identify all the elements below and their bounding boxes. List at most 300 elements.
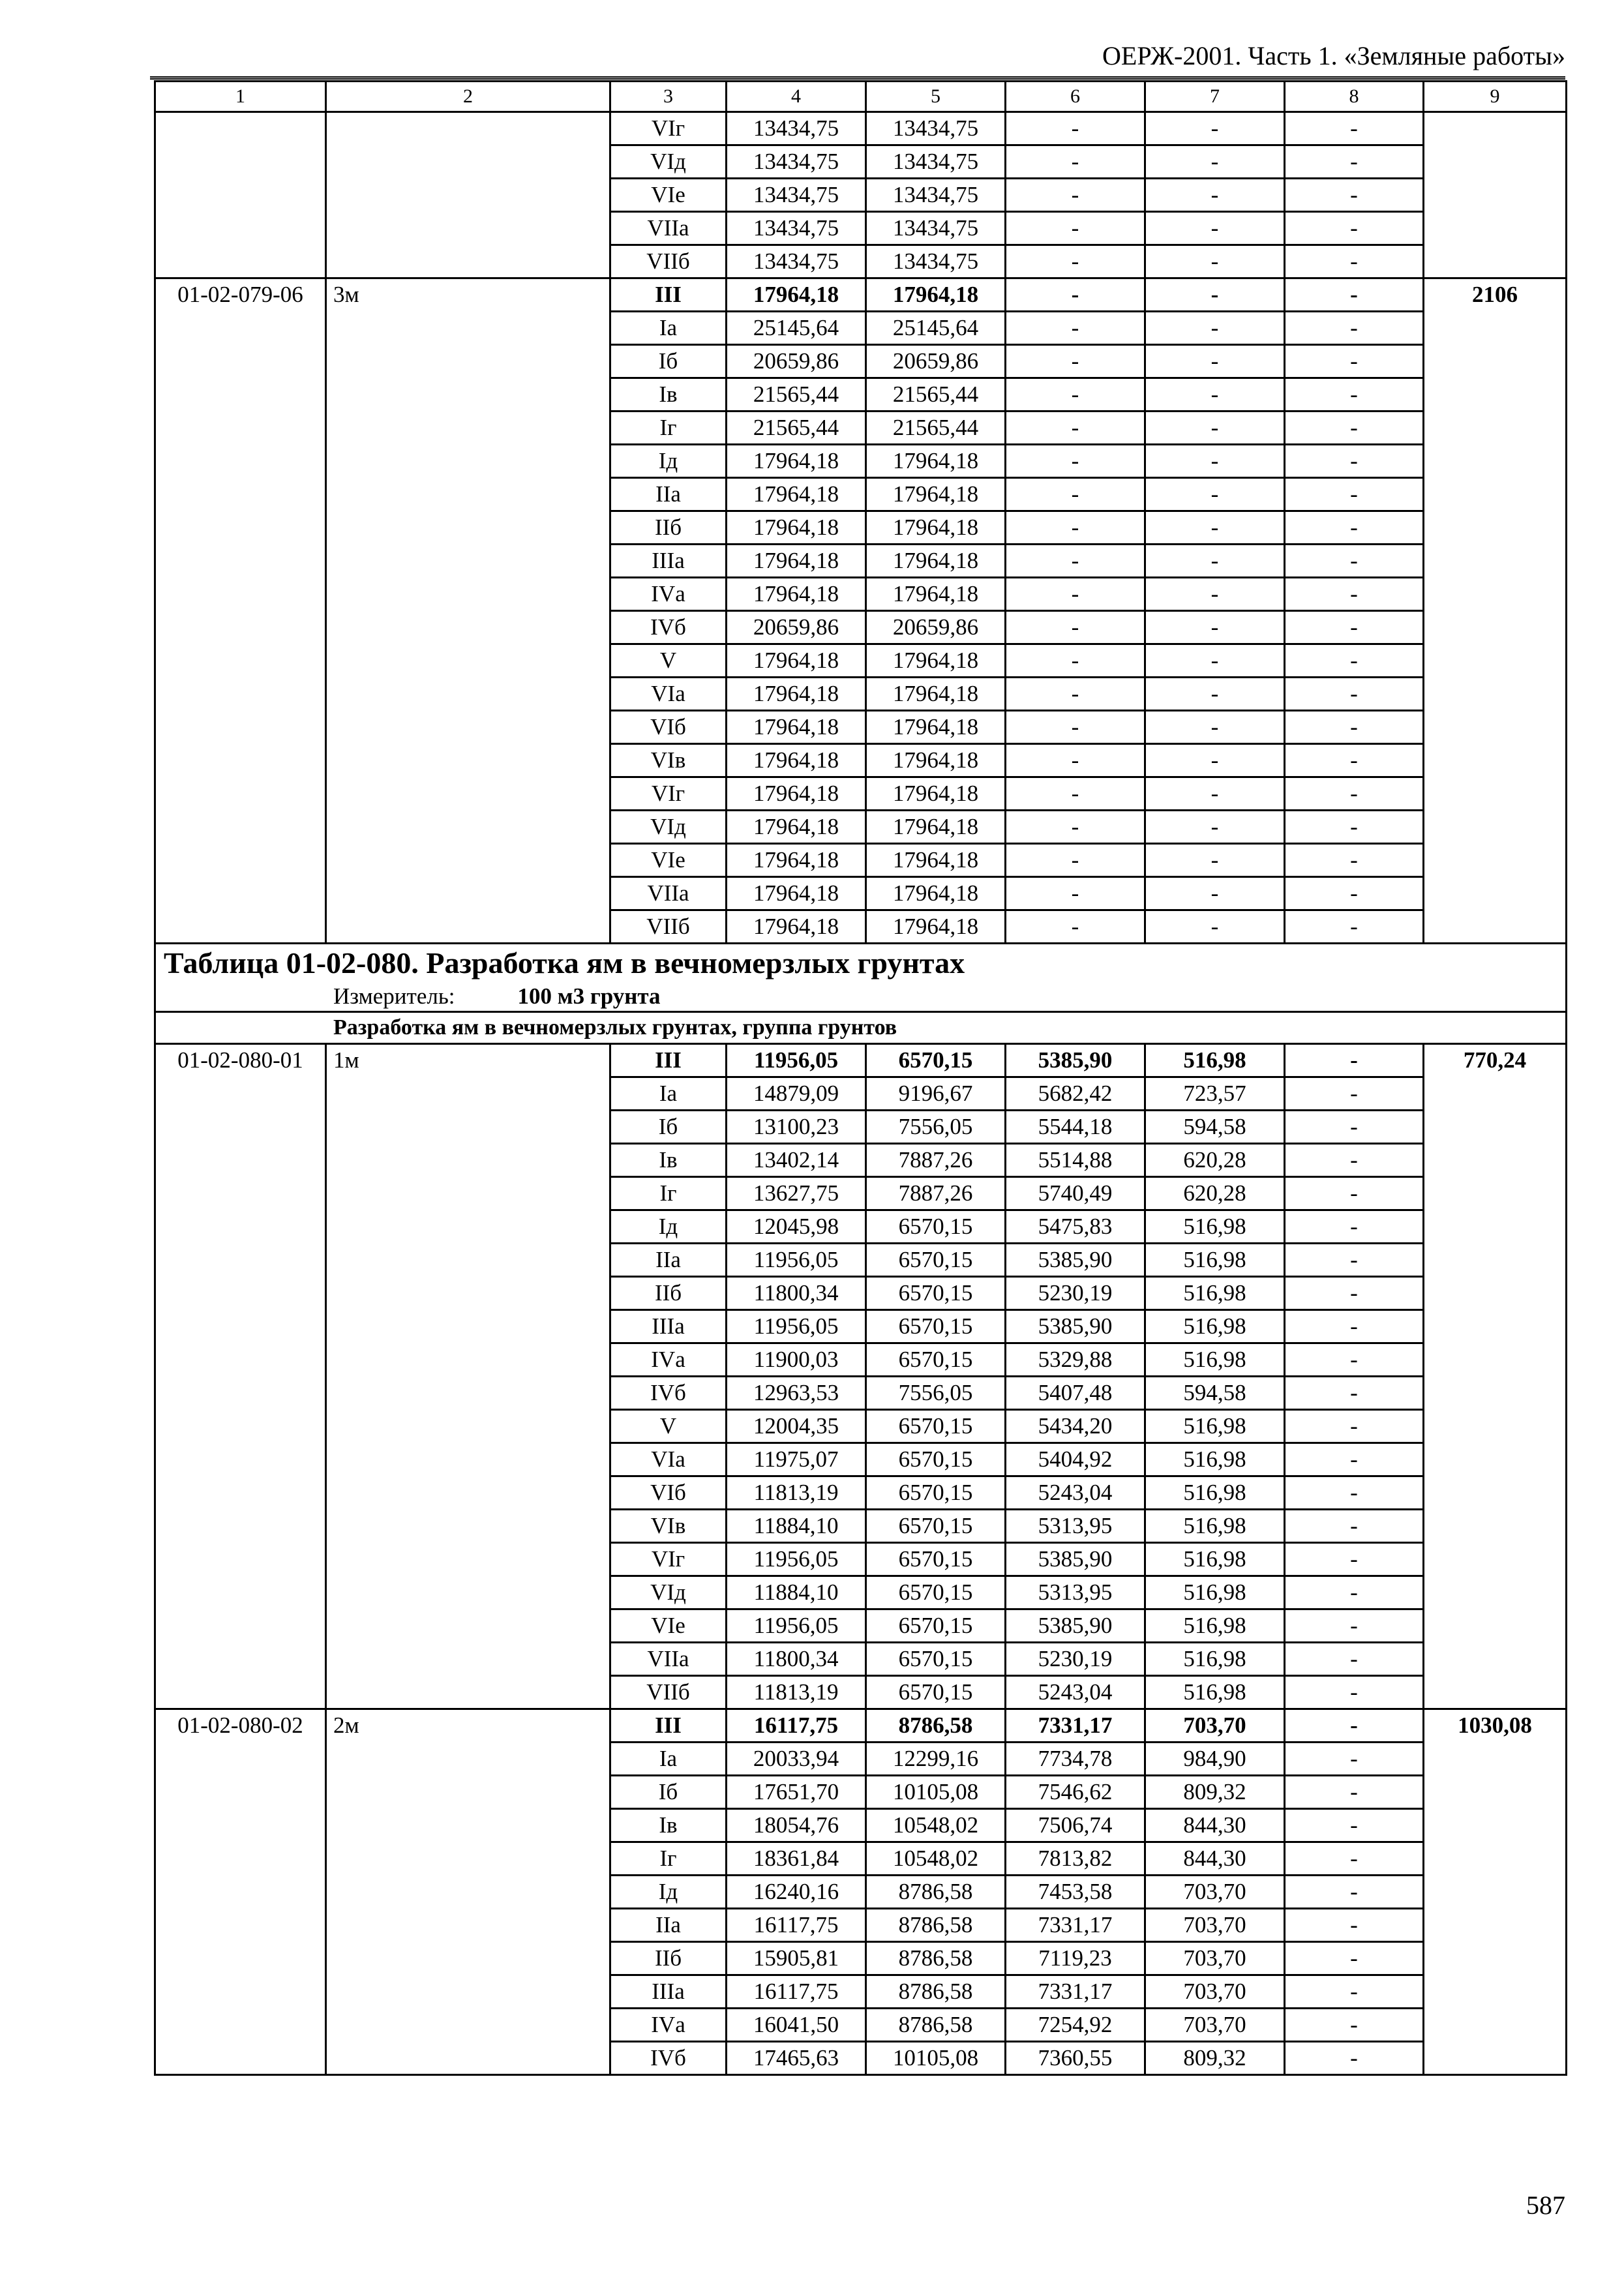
labor-wages: 17964,18 [866,910,1006,944]
soil-group: Iг [610,1177,727,1210]
column-number-row [155,82,1567,112]
direct-costs: 17964,18 [727,844,866,877]
soil-group: VIв [610,744,727,777]
labor-wages: 17964,18 [866,478,1006,511]
materials: - [1285,644,1424,678]
direct-costs: 17964,18 [727,811,866,844]
labor-wages: 8786,58 [866,1876,1006,1909]
labor-wages: 10105,08 [866,1776,1006,1809]
labor-wages: 12299,16 [866,1743,1006,1776]
machinist-wages: - [1145,245,1285,278]
labor-wages: 13434,75 [866,212,1006,245]
machinist-wages: - [1145,179,1285,212]
materials: - [1285,1044,1424,1077]
soil-group: IVб [610,611,727,644]
machinist-wages: 516,98 [1145,1277,1285,1310]
machine-operation: 7254,92 [1006,2009,1145,2042]
machinist-wages: 516,98 [1145,1576,1285,1609]
soil-group: VIе [610,844,727,877]
materials: - [1285,1111,1424,1144]
labor-wages: 21565,44 [866,378,1006,411]
direct-costs: 12963,53 [727,1377,866,1410]
table-row [155,1709,1567,1743]
machine-operation: - [1006,910,1145,944]
labor-wages: 6570,15 [866,1277,1006,1310]
direct-costs: 11800,34 [727,1643,866,1676]
materials: - [1285,1310,1424,1343]
machine-operation: 5434,20 [1006,1410,1145,1443]
soil-group: IIIа [610,545,727,578]
labor-wages: 17964,18 [866,278,1006,312]
direct-costs: 16041,50 [727,2009,866,2042]
materials: - [1285,1144,1424,1177]
machine-operation: - [1006,811,1145,844]
direct-costs: 16240,16 [727,1876,866,1909]
machinist-wages: - [1145,910,1285,944]
labor-wages: 6570,15 [866,1244,1006,1277]
machinist-wages: 844,30 [1145,1809,1285,1842]
labor-wages: 6570,15 [866,1643,1006,1676]
machinist-wages: 844,30 [1145,1842,1285,1876]
soil-group: VIг [610,112,727,145]
machinist-wages: 516,98 [1145,1543,1285,1576]
direct-costs: 17964,18 [727,777,866,811]
column-number: 8 [1285,82,1424,112]
labor-wages: 17964,18 [866,578,1006,611]
machinist-wages: 703,70 [1145,2009,1285,2042]
machine-operation: 5243,04 [1006,1476,1145,1510]
soil-group: Iг [610,1842,727,1876]
materials: - [1285,611,1424,644]
soil-group: VIIа [610,877,727,910]
machine-operation: - [1006,179,1145,212]
soil-group: VIд [610,1576,727,1609]
labor-wages: 6570,15 [866,1476,1006,1510]
machine-operation: - [1006,777,1145,811]
soil-group: Iг [610,411,727,445]
materials: - [1285,1643,1424,1676]
materials: - [1285,744,1424,777]
materials: - [1285,1543,1424,1576]
table-row [155,278,1567,312]
machine-operation: 5682,42 [1006,1077,1145,1111]
machine-operation: - [1006,345,1145,378]
labor-wages: 17964,18 [866,744,1006,777]
machinist-wages: - [1145,411,1285,445]
machinist-wages: 809,32 [1145,2042,1285,2075]
direct-costs: 16117,75 [727,1709,866,1743]
labor-wages: 6570,15 [866,1210,1006,1244]
column-number: 7 [1145,82,1285,112]
direct-costs: 13100,23 [727,1111,866,1144]
machine-operation: 7506,74 [1006,1809,1145,1842]
materials: - [1285,1177,1424,1210]
machinist-wages: - [1145,777,1285,811]
machinist-wages: - [1145,611,1285,644]
machinist-wages: - [1145,744,1285,777]
table-row [155,112,1567,145]
soil-group: VIIб [610,245,727,278]
table-subheading: Разработка ям в вечномерзлых грунтах, группа грунтов [155,1012,1567,1044]
machinist-wages: - [1145,378,1285,411]
labor-wages: 17964,18 [866,811,1006,844]
soil-group: Iа [610,1077,727,1111]
machine-operation: 5385,90 [1006,1609,1145,1643]
soil-group: VIб [610,711,727,744]
rate-code: 01-02-080-01 [155,1044,326,1709]
direct-costs: 13434,75 [727,212,866,245]
labor-wages: 7556,05 [866,1111,1006,1144]
machinist-wages: 516,98 [1145,1676,1285,1709]
machine-operation: 7331,17 [1006,1709,1145,1743]
materials: - [1285,1709,1424,1743]
direct-costs: 11956,05 [727,1044,866,1077]
materials: - [1285,877,1424,910]
materials: - [1285,1776,1424,1809]
machine-operation: - [1006,312,1145,345]
direct-costs: 11975,07 [727,1443,866,1476]
labor-wages: 13434,75 [866,179,1006,212]
materials: - [1285,511,1424,545]
labor-wages: 10105,08 [866,2042,1006,2075]
materials: - [1285,1576,1424,1609]
machinist-wages: - [1145,678,1285,711]
machine-operation: - [1006,445,1145,478]
labor-wages: 21565,44 [866,411,1006,445]
direct-costs: 14879,09 [727,1077,866,1111]
machinist-wages: - [1145,545,1285,578]
materials: - [1285,112,1424,145]
materials: - [1285,1909,1424,1942]
materials: - [1285,345,1424,378]
soil-group: V [610,1410,727,1443]
machinist-wages: 594,58 [1145,1111,1285,1144]
soil-group: IVа [610,2009,727,2042]
labor-wages: 17964,18 [866,711,1006,744]
labor-hours: 770,24 [1424,1044,1567,1709]
soil-group: VIIб [610,1676,727,1709]
labor-wages: 13434,75 [866,112,1006,145]
labor-hours: 1030,08 [1424,1709,1567,2075]
direct-costs: 13402,14 [727,1144,866,1177]
direct-costs: 11956,05 [727,1244,866,1277]
machine-operation: - [1006,511,1145,545]
direct-costs: 13434,75 [727,179,866,212]
machine-operation: 5407,48 [1006,1377,1145,1410]
direct-costs: 18361,84 [727,1842,866,1876]
direct-costs: 13627,75 [727,1177,866,1210]
table-body [155,82,1567,2075]
direct-costs: 11900,03 [727,1343,866,1377]
labor-wages: 17964,18 [866,844,1006,877]
machinist-wages: - [1145,578,1285,611]
materials: - [1285,1210,1424,1244]
machinist-wages: - [1145,145,1285,179]
direct-costs: 17964,18 [727,678,866,711]
soil-group: IVб [610,2042,727,2075]
labor-wages: 17964,18 [866,511,1006,545]
materials: - [1285,1244,1424,1277]
machinist-wages: 703,70 [1145,1876,1285,1909]
work-name: 3м [326,278,610,944]
machine-operation: - [1006,545,1145,578]
labor-wages: 8786,58 [866,1975,1006,2009]
machine-operation: 5514,88 [1006,1144,1145,1177]
direct-costs: 17964,18 [727,744,866,777]
labor-wages: 6570,15 [866,1609,1006,1643]
machine-operation: - [1006,678,1145,711]
materials: - [1285,1476,1424,1510]
machine-operation: 7360,55 [1006,2042,1145,2075]
machinist-wages: 703,70 [1145,1975,1285,2009]
soil-group: IVб [610,1377,727,1410]
soil-group: VIе [610,179,727,212]
direct-costs: 15905,81 [727,1942,866,1975]
machinist-wages: - [1145,644,1285,678]
labor-wages: 17964,18 [866,445,1006,478]
labor-wages: 7887,26 [866,1144,1006,1177]
materials: - [1285,711,1424,744]
direct-costs: 13434,75 [727,112,866,145]
labor-wages: 6570,15 [866,1510,1006,1543]
direct-costs: 12004,35 [727,1410,866,1443]
machinist-wages: 516,98 [1145,1343,1285,1377]
page-number: 587 [1526,2191,1565,2220]
materials: - [1285,478,1424,511]
soil-group: III [610,1709,727,1743]
materials: - [1285,1343,1424,1377]
labor-wages: 17964,18 [866,545,1006,578]
machinist-wages: 516,98 [1145,1643,1285,1676]
machine-operation: 7119,23 [1006,1942,1145,1975]
soil-group: Iб [610,1776,727,1809]
machine-operation: 7453,58 [1006,1876,1145,1909]
labor-wages: 10548,02 [866,1809,1006,1842]
machinist-wages: 516,98 [1145,1443,1285,1476]
subheading-row [155,1012,1567,1044]
labor-wages: 7556,05 [866,1377,1006,1410]
machinist-wages: - [1145,445,1285,478]
direct-costs: 18054,76 [727,1809,866,1842]
labor-wages: 17964,18 [866,644,1006,678]
machine-operation: 5385,90 [1006,1244,1145,1277]
soil-group: IIа [610,1244,727,1277]
soil-group: Iв [610,1809,727,1842]
direct-costs: 17964,18 [727,511,866,545]
machinist-wages: 516,98 [1145,1609,1285,1643]
machine-operation: 5475,83 [1006,1210,1145,1244]
machine-operation: 5385,90 [1006,1310,1145,1343]
column-number: 9 [1424,82,1567,112]
machinist-wages: 516,98 [1145,1210,1285,1244]
soil-group: IIIа [610,1975,727,2009]
machine-operation: 7331,17 [1006,1975,1145,2009]
direct-costs: 20659,86 [727,611,866,644]
materials: - [1285,1975,1424,2009]
machine-operation: 7734,78 [1006,1743,1145,1776]
machinist-wages: - [1145,312,1285,345]
machine-operation: 5230,19 [1006,1643,1145,1676]
machine-operation: 7813,82 [1006,1842,1145,1876]
machine-operation: - [1006,112,1145,145]
materials: - [1285,1876,1424,1909]
materials: - [1285,777,1424,811]
materials: - [1285,378,1424,411]
materials: - [1285,1743,1424,1776]
materials: - [1285,1277,1424,1310]
materials: - [1285,445,1424,478]
machine-operation: - [1006,145,1145,179]
machinist-wages: 620,28 [1145,1144,1285,1177]
meter-value: 100 м3 грунта [517,983,661,1009]
soil-group: IVа [610,578,727,611]
materials: - [1285,179,1424,212]
direct-costs: 17964,18 [727,644,866,678]
machinist-wages: 516,98 [1145,1244,1285,1277]
rates-table [154,80,1567,2076]
machine-operation: 5404,92 [1006,1443,1145,1476]
soil-group: VIа [610,1443,727,1476]
soil-group: IIIа [610,1310,727,1343]
soil-group: VIа [610,678,727,711]
labor-wages: 6570,15 [866,1443,1006,1476]
direct-costs: 17465,63 [727,2042,866,2075]
machinist-wages: - [1145,112,1285,145]
direct-costs: 11884,10 [727,1510,866,1543]
meter-cell [155,982,1567,1012]
materials: - [1285,1410,1424,1443]
labor-wages: 13434,75 [866,145,1006,179]
direct-costs: 11813,19 [727,1676,866,1709]
soil-group: VIд [610,145,727,179]
direct-costs: 16117,75 [727,1975,866,2009]
machine-operation: - [1006,644,1145,678]
machine-operation: 5329,88 [1006,1343,1145,1377]
column-number: 2 [326,82,610,112]
machinist-wages: 984,90 [1145,1743,1285,1776]
labor-wages: 6570,15 [866,1676,1006,1709]
machine-operation: 5230,19 [1006,1277,1145,1310]
direct-costs: 17651,70 [727,1776,866,1809]
labor-wages: 17964,18 [866,877,1006,910]
direct-costs: 16117,75 [727,1909,866,1942]
labor-wages: 9196,67 [866,1077,1006,1111]
materials: - [1285,1942,1424,1975]
machine-operation: 7331,17 [1006,1909,1145,1942]
labor-wages: 6570,15 [866,1576,1006,1609]
direct-costs: 21565,44 [727,378,866,411]
materials: - [1285,1377,1424,1410]
soil-group: IIа [610,478,727,511]
soil-group: VIг [610,777,727,811]
machine-operation: - [1006,245,1145,278]
machine-operation: 5385,90 [1006,1543,1145,1576]
soil-group: Iа [610,312,727,345]
machinist-wages: 703,70 [1145,1909,1285,1942]
machinist-wages: 516,98 [1145,1476,1285,1510]
direct-costs: 17964,18 [727,445,866,478]
rate-code [155,112,326,278]
machine-operation: 7546,62 [1006,1776,1145,1809]
materials: - [1285,1609,1424,1643]
direct-costs: 21565,44 [727,411,866,445]
direct-costs: 11884,10 [727,1576,866,1609]
labor-wages: 8786,58 [866,1942,1006,1975]
direct-costs: 20033,94 [727,1743,866,1776]
machine-operation: 5385,90 [1006,1044,1145,1077]
soil-group: Iд [610,1210,727,1244]
soil-group: VIIб [610,910,727,944]
machine-operation: - [1006,877,1145,910]
machinist-wages: 516,98 [1145,1410,1285,1443]
machinist-wages: 516,98 [1145,1310,1285,1343]
materials: - [1285,312,1424,345]
soil-group: V [610,644,727,678]
machine-operation: - [1006,212,1145,245]
soil-group: Iв [610,1144,727,1177]
soil-group: Iд [610,445,727,478]
soil-group: Iб [610,345,727,378]
rate-code: 01-02-080-02 [155,1709,326,2075]
soil-group: IIб [610,1942,727,1975]
direct-costs: 17964,18 [727,910,866,944]
labor-hours: 2106 [1424,278,1567,944]
machinist-wages: - [1145,811,1285,844]
direct-costs: 13434,75 [727,245,866,278]
labor-wages: 6570,15 [866,1044,1006,1077]
machinist-wages: - [1145,877,1285,910]
machinist-wages: 723,57 [1145,1077,1285,1111]
soil-group: Iа [610,1743,727,1776]
meter-row [155,982,1567,1012]
materials: - [1285,411,1424,445]
direct-costs: 17964,18 [727,877,866,910]
machinist-wages: 703,70 [1145,1942,1285,1975]
meter-label: Измеритель: [333,983,455,1009]
direct-costs: 11956,05 [727,1609,866,1643]
labor-wages: 13434,75 [866,245,1006,278]
soil-group: VIд [610,811,727,844]
table-title-row [155,944,1567,983]
materials: - [1285,1842,1424,1876]
running-header: ОЕРЖ-2001. Часть 1. «Земляные работы» [150,36,1565,80]
machinist-wages: - [1145,511,1285,545]
materials: - [1285,545,1424,578]
direct-costs: 13434,75 [727,145,866,179]
materials: - [1285,678,1424,711]
column-number: 3 [610,82,727,112]
labor-wages: 7887,26 [866,1177,1006,1210]
labor-wages: 8786,58 [866,1709,1006,1743]
machine-operation: - [1006,711,1145,744]
column-number: 1 [155,82,326,112]
machinist-wages: 516,98 [1145,1044,1285,1077]
machinist-wages: - [1145,478,1285,511]
rate-code: 01-02-079-06 [155,278,326,944]
machinist-wages: 703,70 [1145,1709,1285,1743]
labor-wages: 17964,18 [866,777,1006,811]
machinist-wages: - [1145,278,1285,312]
soil-group: IIб [610,511,727,545]
machinist-wages: 594,58 [1145,1377,1285,1410]
soil-group: VIв [610,1510,727,1543]
materials: - [1285,1443,1424,1476]
table-row [155,1044,1567,1077]
materials: - [1285,811,1424,844]
soil-group: IIа [610,1909,727,1942]
soil-group: VIIа [610,212,727,245]
machine-operation: - [1006,478,1145,511]
